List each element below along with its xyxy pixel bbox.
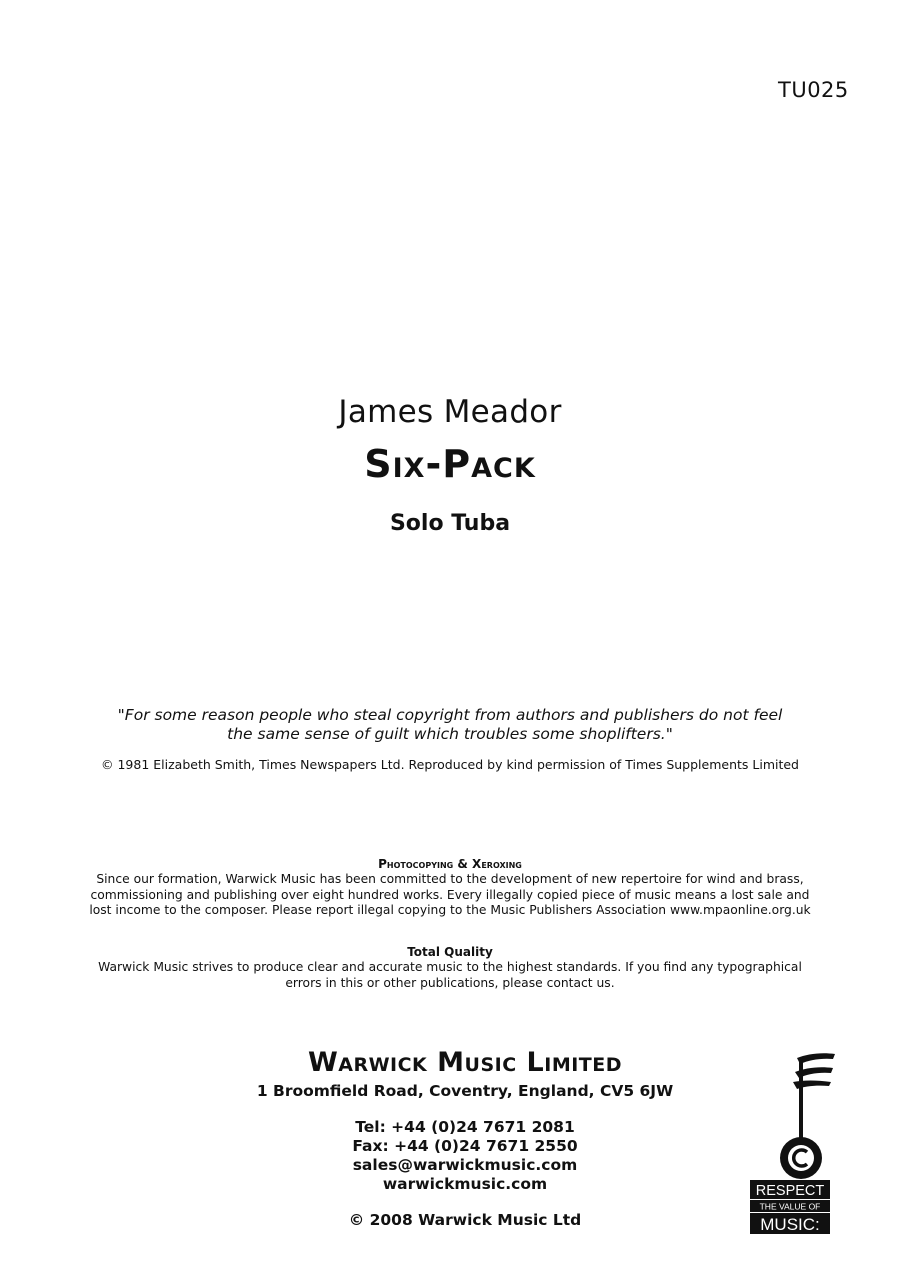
- instrumentation: Solo Tuba: [389, 511, 511, 536]
- logo-line-3: MUSIC:: [760, 1215, 820, 1234]
- piece-title: Six-Pack: [364, 442, 536, 486]
- quote-line-1: "For some reason people who steal copyright from authors and publishers do not feel: [117, 706, 783, 724]
- copyright-notice: © 2008 Warwick Music Ltd: [348, 1211, 582, 1229]
- logo-line-1: RESPECT: [755, 1183, 825, 1199]
- photocopying-line-1: Since our formation, Warwick Music has been committed to the development of new repertoire for wind and brass,: [96, 872, 804, 886]
- logo-line-2: THE VALUE OF: [759, 1201, 821, 1212]
- photocopying-line-3: lost income to the composer. Please report illegal copying to the Music Publishers Association www.mpaonline.org.uk: [89, 903, 811, 917]
- telephone: Tel: +44 (0)24 7671 2081: [355, 1118, 575, 1136]
- total-quality-line-2: errors in this or other publications, please contact us.: [285, 975, 615, 990]
- catalog-code: TU025: [778, 78, 849, 102]
- quote-credit: © 1981 Elizabeth Smith, Times Newspapers Ltd. Reproduced by kind permission of Times Supplements Limited: [101, 757, 799, 772]
- publisher-name: Warwick Music Limited: [307, 1047, 623, 1078]
- quote-line-2: the same sense of guilt which troubles some shoplifters.": [227, 725, 673, 743]
- total-quality-text: [0, 960, 900, 991]
- photocopying-line-2: commissioning and publishing over eight hundred works. Every illegally copied piece of music means a lost sale and: [90, 887, 810, 902]
- total-quality-line-1: Warwick Music strives to produce clear and accurate music to the highest standards. If you find any typographical: [98, 960, 802, 974]
- email-address: sales@warwickmusic.com: [352, 1156, 578, 1174]
- fax: Fax: +44 (0)24 7671 2550: [352, 1137, 578, 1155]
- copyright-quote: [0, 706, 900, 744]
- music-note-icon: [780, 1053, 835, 1179]
- publisher-contact: [220, 1118, 710, 1194]
- publisher-address: 1 Broomfield Road, Coventry, England, CV5 6JW: [256, 1082, 674, 1100]
- photocopying-heading: Photocopying & Xeroxing: [378, 857, 522, 871]
- respect-the-value-of-music-logo: [745, 1050, 835, 1235]
- composer-name: James Meador: [338, 394, 562, 430]
- total-quality-heading: Total Quality: [407, 945, 493, 959]
- website: warwickmusic.com: [382, 1175, 548, 1193]
- photocopying-text: [0, 872, 900, 919]
